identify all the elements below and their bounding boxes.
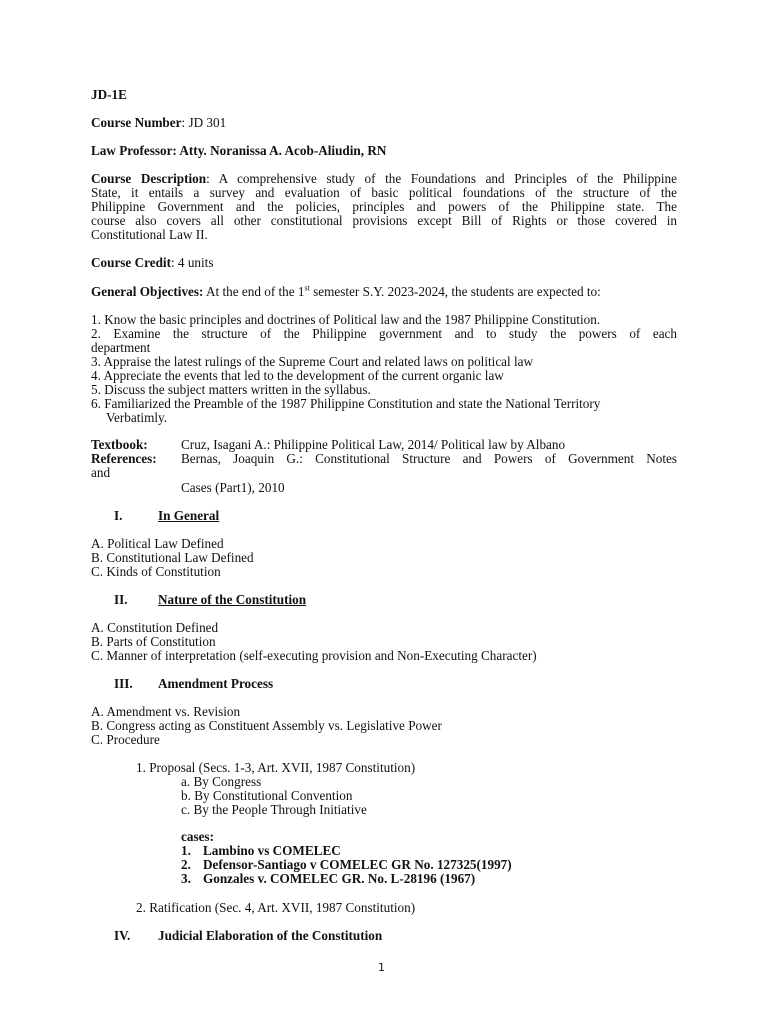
references-value: Bernas, Joaquin G.: Constitutional Structure and Powers of Government Notes <box>181 451 677 466</box>
course-number-line <box>91 116 226 130</box>
page-number: 1 <box>378 961 385 974</box>
objective-item-continued: department <box>91 340 151 355</box>
course-description-line-2: State, it entails a survey and evaluation of basic political foundations of the structure of the <box>91 185 677 200</box>
cases-label: cases: <box>181 829 214 844</box>
objective-item-continued: Verbatimly. <box>106 410 168 425</box>
case-item: 2. Defensor-Santiago v COMELEC GR No. 127325(1997) <box>181 857 512 872</box>
course-credit-line <box>91 256 213 270</box>
course-description-label: Course Description <box>91 171 207 186</box>
objective-item: 5. Discuss the subject matters written in the syllabus. <box>91 382 371 397</box>
list-item: B. Constitutional Law Defined <box>91 550 254 565</box>
general-objectives-line: General Objectives: At the end of the 1st semester S.Y. 2023-2024, the students are expected to: <box>91 283 601 299</box>
list-item: A. Political Law Defined <box>91 536 224 551</box>
course-description-line-3: Philippine Government and the policies, principles and powers of the Philippine state. The <box>91 199 677 214</box>
course-credit-label: Course Credit <box>91 255 171 270</box>
objective-item: 1. Know the basic principles and doctrines of Political law and the 1987 Philippine Constitution. <box>91 312 601 327</box>
section-title: Nature of the Constitution <box>158 592 307 607</box>
section-code: JD-1E <box>91 87 127 102</box>
list-item: B. Parts of Constitution <box>91 634 216 649</box>
general-objectives-label: General Objectives: <box>91 284 204 299</box>
course-credit-value: : 4 units <box>170 255 214 270</box>
section-heading-3: III. Amendment Process <box>114 676 274 691</box>
objective-item: 4. Appreciate the events that led to the development of the current organic law <box>91 368 504 383</box>
case-item: 1. Lambino vs COMELEC <box>181 843 341 858</box>
course-number-label: Course Number <box>91 115 182 130</box>
textbook-label: Textbook: <box>91 437 148 452</box>
list-item: C. Manner of interpretation (self-executing provision and Non-Executing Character) <box>91 648 537 663</box>
method-item: c. By the People Through Initiative <box>181 802 367 817</box>
list-item: A. Amendment vs. Revision <box>91 704 241 719</box>
references-wrap-word: and <box>91 465 111 480</box>
course-description-line-4: course also covers all other constitutional provisions except Bill of Rights or those covered in <box>91 213 677 228</box>
course-description-line-1: Course Description: A comprehensive study of the Foundations and Principles of the Philippine <box>91 171 677 186</box>
ratification-item: 2. Ratification (Sec. 4, Art. XVII, 1987 Constitution) <box>136 900 416 915</box>
section-title: Judicial Elaboration of the Constitution <box>158 928 383 943</box>
references-continued: Cases (Part1), 2010 <box>181 480 285 495</box>
list-item: C. Procedure <box>91 732 160 747</box>
list-item: B. Congress acting as Constituent Assembly vs. Legislative Power <box>91 718 442 733</box>
proposal-item: 1. Proposal (Secs. 1-3, Art. XVII, 1987 Constitution) <box>136 760 416 775</box>
course-number-value: : JD 301 <box>181 115 227 130</box>
course-description-line-5: Constitutional Law II. <box>91 227 208 242</box>
section-heading-4: IV. Judicial Elaboration of the Constitution <box>114 928 383 943</box>
list-item: C. Kinds of Constitution <box>91 564 221 579</box>
section-title: Amendment Process <box>158 676 274 691</box>
method-item: b. By Constitutional Convention <box>181 788 353 803</box>
objective-item: 3. Appraise the latest rulings of the Supreme Court and related laws on political law <box>91 354 534 369</box>
section-title: In General <box>158 508 220 523</box>
references-label: References: <box>91 451 157 466</box>
section-heading-1: I. In General <box>114 508 220 523</box>
objective-item: 2. Examine the structure of the Philippine government and to study the powers of each <box>91 326 677 341</box>
section-heading-2: II. Nature of the Constitution <box>114 592 307 607</box>
objective-item: 6. Familiarized the Preamble of the 1987 Philippine Constitution and state the National Territory <box>91 396 601 411</box>
method-item: a. By Congress <box>181 774 262 789</box>
textbook-value: Cruz, Isagani A.: Philippine Political Law, 2014/ Political law by Albano <box>181 437 566 452</box>
list-item: A. Constitution Defined <box>91 620 219 635</box>
professor-line: Law Professor: Atty. Noranissa A. Acob-Aliudin, RN <box>91 143 387 158</box>
case-item: 3. Gonzales v. COMELEC GR. No. L-28196 (1967) <box>181 871 476 886</box>
